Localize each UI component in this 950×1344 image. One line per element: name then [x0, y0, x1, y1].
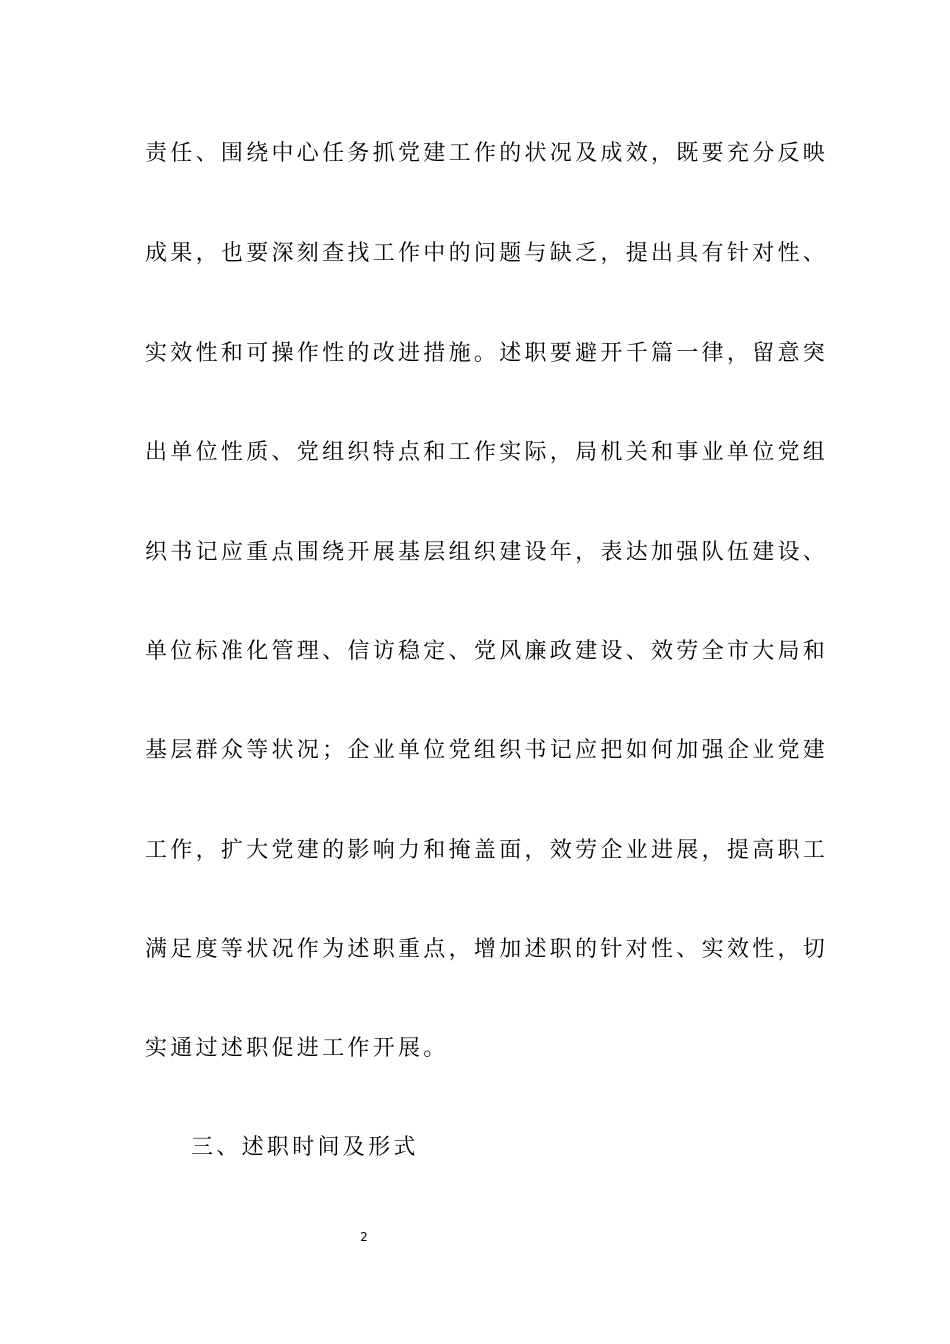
body-text-line-3: 实效性和可操作性的改进措施。述职要避开千篇一律，留意突	[145, 341, 829, 366]
body-text-line-6: 单位标准化管理、信访稳定、党风廉政建设、效劳全市大局和	[145, 639, 829, 664]
body-text-line-2: 成果，也要深刻查找工作中的问题与缺乏，提出具有针对性、	[145, 241, 829, 266]
body-text-line-5: 织书记应重点围绕开展基层组织建设年，表达加强队伍建设、	[145, 540, 829, 565]
body-text-line-9: 满足度等状况作为述职重点，增加述职的针对性、实效性，切	[145, 937, 829, 962]
body-text-line-7: 基层群众等状况；企业单位党组织书记应把如何加强企业党建	[145, 738, 829, 763]
body-text-line-4: 出单位性质、党组织特点和工作实际，局机关和事业单位党组	[145, 440, 829, 465]
body-text-line-1: 责任、围绕中心任务抓党建工作的状况及成效，既要充分反映	[145, 141, 829, 166]
body-text-line-10: 实通过述职促进工作开展。	[145, 1036, 449, 1061]
section-heading: 三、述职时间及形式	[191, 1135, 419, 1160]
body-text-line-8: 工作，扩大党建的影响力和掩盖面，效劳企业进展，提高职工	[145, 838, 829, 863]
page-number: 2	[360, 1230, 368, 1244]
